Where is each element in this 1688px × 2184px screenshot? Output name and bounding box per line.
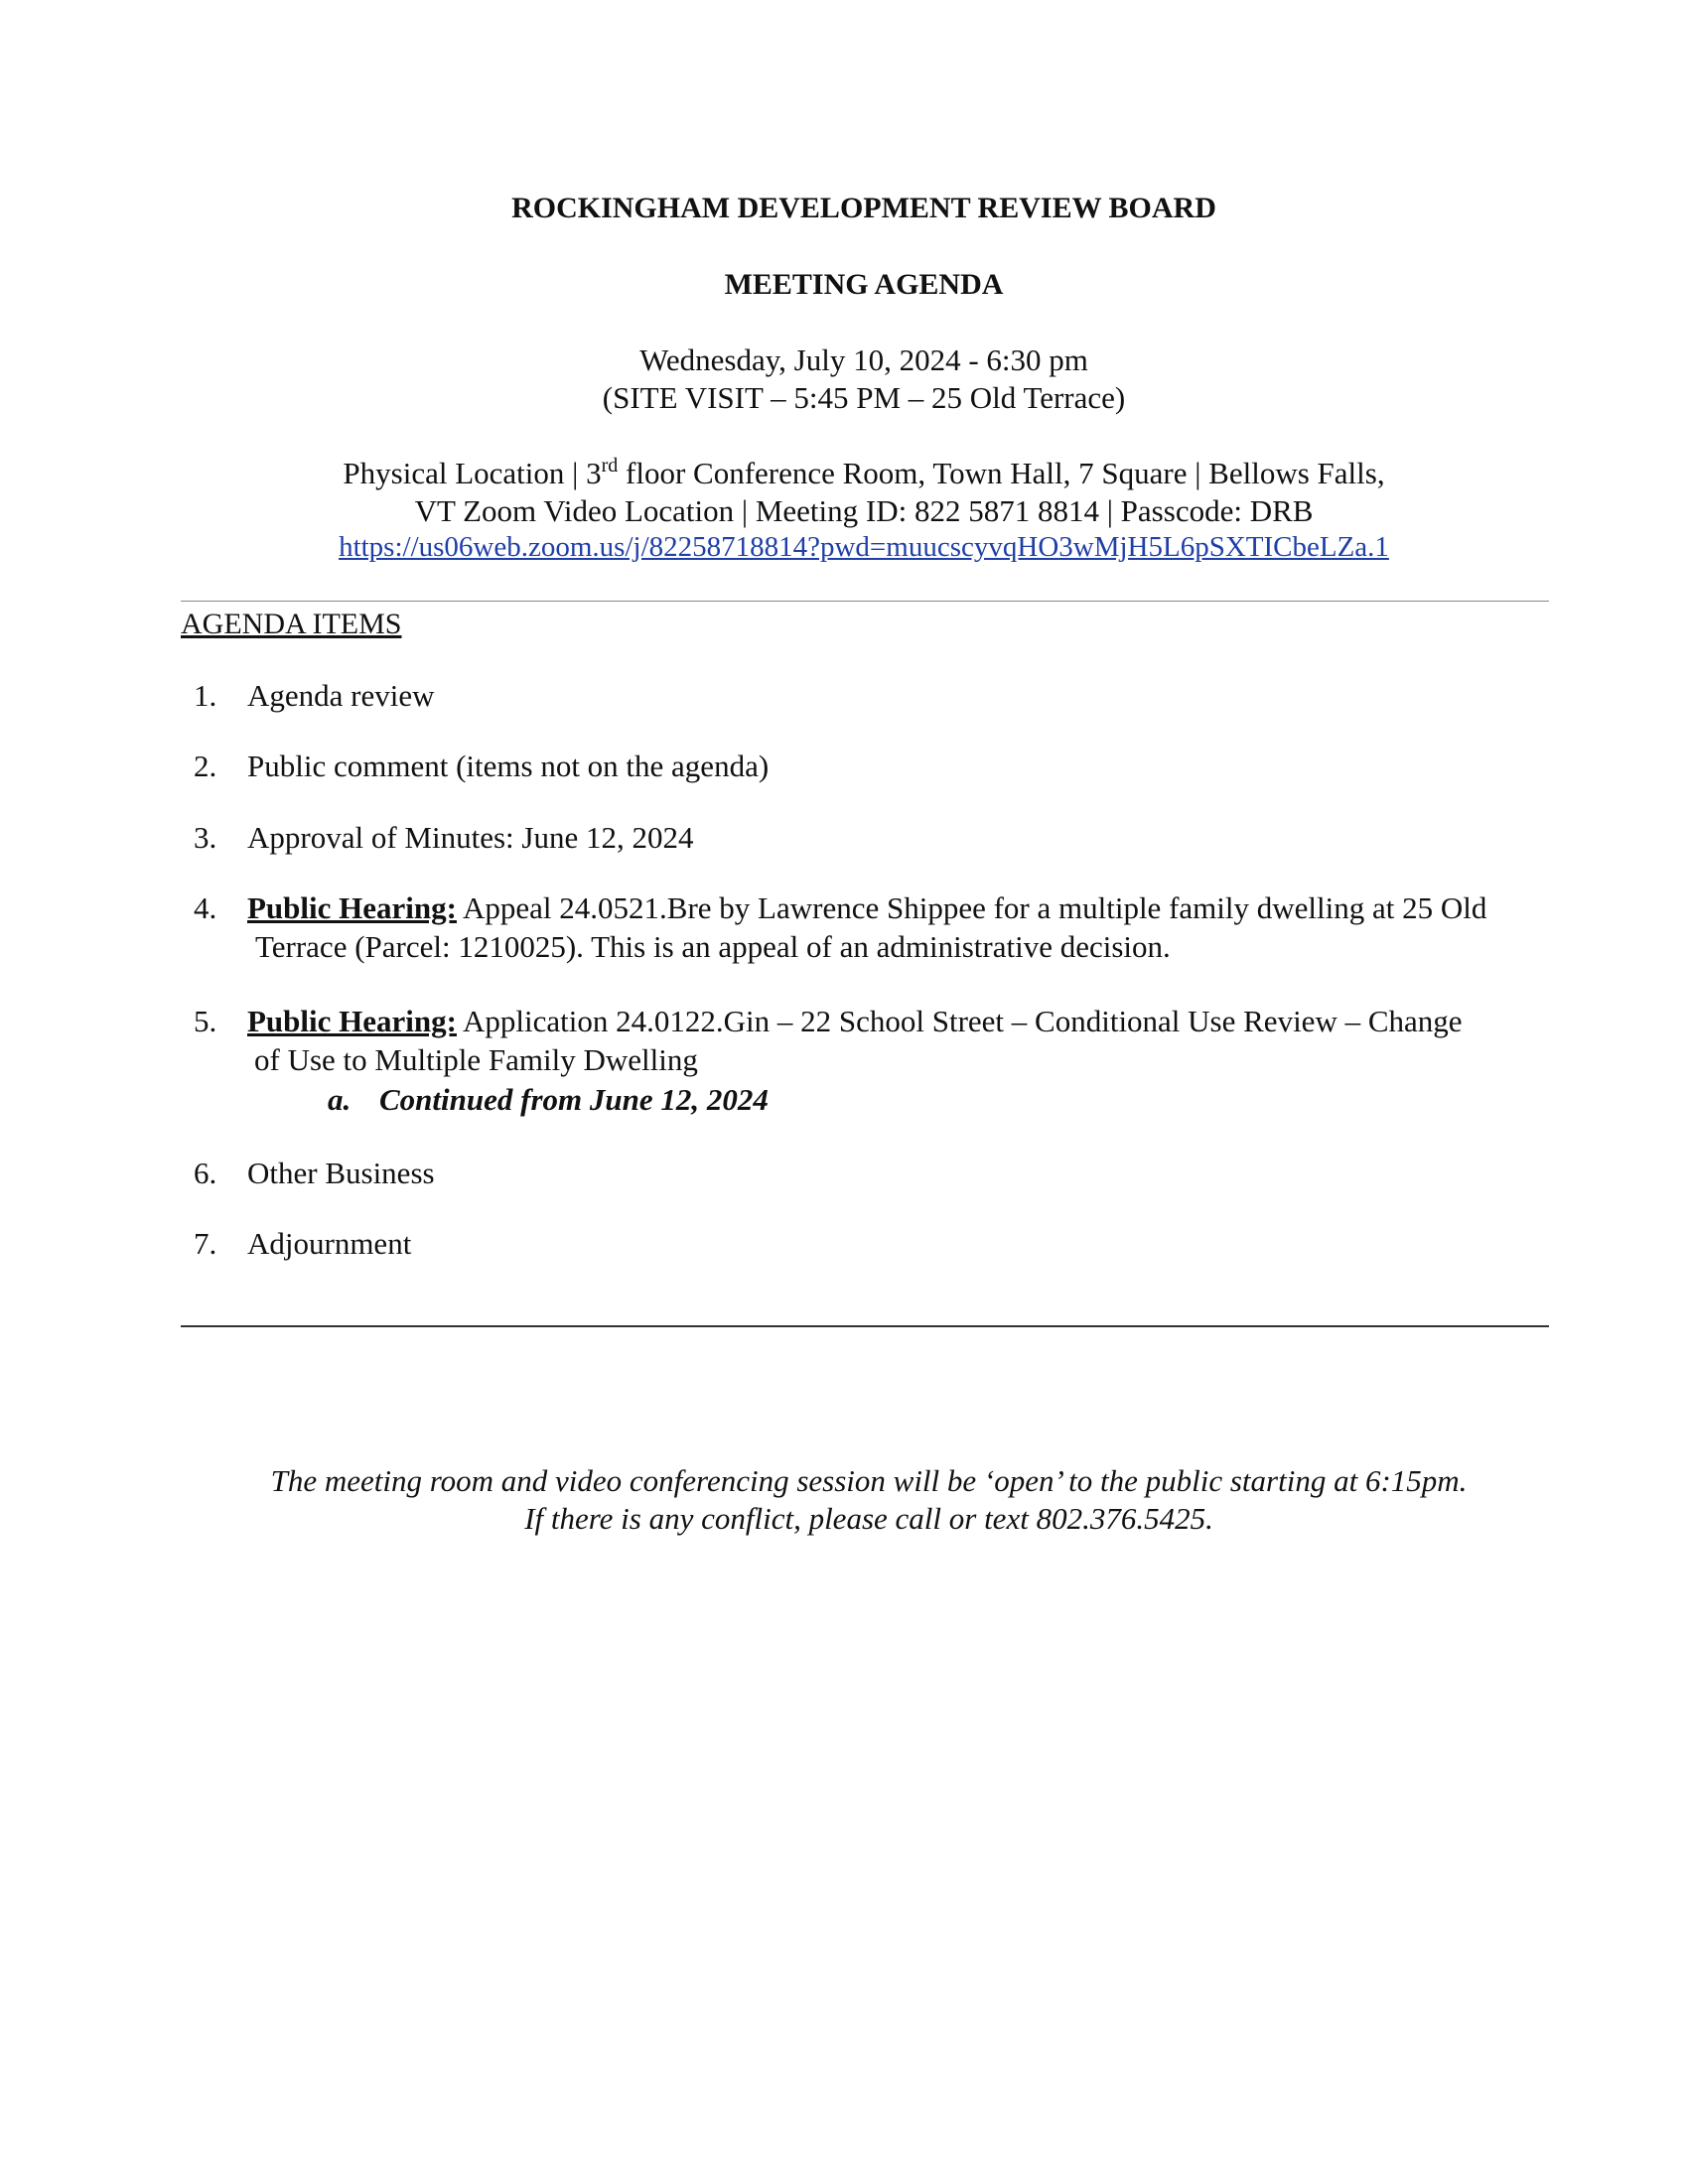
- footer-contact-note: If there is any conflict, please call or text 802.376.5425.: [524, 1501, 1213, 1536]
- agenda-item-4-continuation: Terrace (Parcel: 1210025). This is an appeal of an administrative decision.: [255, 929, 1171, 964]
- section-divider-top: [181, 601, 1549, 602]
- item-text: Appeal 24.0521.Bre by Lawrence Shippee for a multiple family dwelling at 25 Old: [456, 890, 1487, 925]
- site-visit-note: (SITE VISIT – 5:45 PM – 25 Old Terrace): [602, 380, 1126, 415]
- agenda-item-5: [194, 1003, 1463, 1040]
- agenda-title: MEETING AGENDA: [724, 268, 1004, 301]
- item-number: 6.: [194, 1156, 217, 1190]
- board-title: ROCKINGHAM DEVELOPMENT REVIEW BOARD: [511, 192, 1216, 224]
- footer-open-time-note: The meeting room and video conferencing session will be ‘open’ to the public starting at 6:15pm.: [270, 1463, 1468, 1498]
- item-number: 1.: [194, 678, 217, 713]
- item-number: 5.: [194, 1004, 217, 1038]
- meeting-date-time: Wednesday, July 10, 2024 - 6:30 pm: [639, 342, 1088, 377]
- item-number: 2.: [194, 749, 217, 783]
- physical-location-text: Physical Location | 3: [343, 456, 602, 490]
- public-hearing-label: Public Hearing:: [247, 890, 457, 925]
- item-text: Adjournment: [247, 1226, 412, 1261]
- sub-item-letter: a.: [328, 1082, 352, 1117]
- agenda-item-7: [194, 1225, 411, 1263]
- item-text: Application 24.0122.Gin – 22 School Street – Conditional Use Review – Change: [456, 1004, 1463, 1038]
- zoom-location: VT Zoom Video Location | Meeting ID: 822 5871 8814 | Passcode: DRB: [414, 493, 1314, 528]
- item-text: Agenda review: [247, 678, 435, 713]
- agenda-item-6: [194, 1155, 435, 1192]
- item-number: 4.: [194, 890, 217, 925]
- item-number: 3.: [194, 820, 217, 855]
- agenda-item-5-continuation: of Use to Multiple Family Dwelling: [254, 1042, 698, 1077]
- item-number: 7.: [194, 1226, 217, 1261]
- physical-location: [0, 455, 1688, 492]
- agenda-item-5a: [328, 1082, 769, 1118]
- zoom-meeting-link[interactable]: https://us06web.zoom.us/j/82258718814?pwd=muucscyvqHO3wMjH5L6pSXTICbeLZa.1: [339, 531, 1389, 563]
- public-hearing-label: Public Hearing:: [247, 1004, 457, 1038]
- agenda-item-2: [194, 748, 769, 785]
- item-text: Other Business: [247, 1156, 435, 1190]
- agenda-items-heading: AGENDA ITEMS: [181, 608, 402, 640]
- agenda-item-4: [194, 889, 1486, 927]
- item-text: Public comment (items not on the agenda): [247, 749, 770, 783]
- physical-location-rest: floor Conference Room, Town Hall, 7 Square | Bellows Falls,: [618, 456, 1385, 490]
- ordinal-suffix: rd: [601, 455, 619, 477]
- agenda-item-1: [194, 677, 435, 715]
- item-text: Approval of Minutes: June 12, 2024: [247, 820, 694, 855]
- agenda-item-3: [194, 819, 693, 857]
- sub-item-text: Continued from June 12, 2024: [379, 1082, 769, 1117]
- section-divider-bottom: [181, 1325, 1549, 1327]
